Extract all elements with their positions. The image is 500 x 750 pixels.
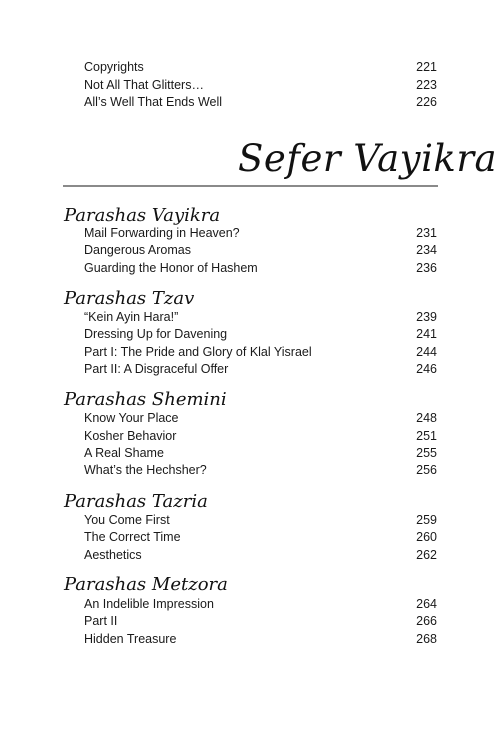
toc-entry-title: The Correct Time	[84, 530, 181, 544]
toc-entry[interactable]	[84, 512, 437, 529]
toc-entry-page: 262	[416, 548, 437, 562]
toc-entry[interactable]	[84, 428, 437, 445]
toc-entry-title: A Real Shame	[84, 446, 164, 460]
toc-entry-page: 231	[416, 226, 437, 240]
toc-entry-title: “Kein Ayin Hara!”	[84, 310, 179, 324]
toc-entry-title: Kosher Behavior	[84, 429, 177, 443]
toc-entry-page: 255	[416, 446, 437, 460]
toc-entry[interactable]	[84, 242, 437, 259]
title-divider	[63, 185, 438, 187]
toc-entry[interactable]	[84, 225, 437, 242]
toc-entry-page: 268	[416, 632, 437, 646]
section-heading-shemini: Parashas Shemini	[64, 389, 227, 410]
section-heading-tazria: Parashas Tazria	[64, 491, 208, 512]
toc-entry-page: 251	[416, 429, 437, 443]
toc-entry-title: Mail Forwarding in Heaven?	[84, 226, 240, 240]
toc-entry-page: 239	[416, 310, 437, 324]
toc-entry-page: 246	[416, 362, 437, 376]
toc-entry[interactable]	[84, 631, 437, 648]
toc-entry-title: What’s the Hechsher?	[84, 463, 207, 477]
toc-entry-page: 221	[416, 60, 437, 74]
toc-entry-title: Guarding the Honor of Hashem	[84, 261, 258, 275]
toc-entry-page: 223	[416, 78, 437, 92]
toc-entry[interactable]	[84, 462, 437, 479]
toc-entry[interactable]	[84, 410, 437, 427]
toc-entry[interactable]	[84, 361, 437, 378]
toc-entry[interactable]	[84, 445, 437, 462]
toc-entry-title: Not All That Glitters…	[84, 78, 204, 92]
section-heading-metzora: Parashas Metzora	[64, 574, 228, 595]
toc-entry-page: 259	[416, 513, 437, 527]
toc-entry-page: 266	[416, 614, 437, 628]
toc-entry-page: 226	[416, 95, 437, 109]
toc-entry-title: Part I: The Pride and Glory of Klal Yisrael	[84, 345, 312, 359]
toc-entry[interactable]	[84, 547, 437, 564]
section-heading-tzav: Parashas Tzav	[64, 288, 195, 309]
toc-entry-title: Know Your Place	[84, 411, 179, 425]
toc-entry[interactable]	[84, 77, 437, 94]
toc-entry[interactable]	[84, 596, 437, 613]
part-title: Sefer Vayikra	[238, 137, 498, 180]
toc-entry[interactable]	[84, 326, 437, 343]
toc-entry-title: Part II: A Disgraceful Offer	[84, 362, 229, 376]
toc-entry-page: 264	[416, 597, 437, 611]
toc-entry[interactable]	[84, 59, 437, 76]
section-heading-vayikra: Parashas Vayikra	[64, 205, 221, 226]
toc-entry-page: 248	[416, 411, 437, 425]
toc-entry[interactable]	[84, 344, 437, 361]
toc-entry-page: 236	[416, 261, 437, 275]
toc-entry[interactable]	[84, 529, 437, 546]
toc-entry[interactable]	[84, 613, 437, 630]
toc-entry-page: 256	[416, 463, 437, 477]
toc-entry[interactable]	[84, 309, 437, 326]
toc-entry-title: Dressing Up for Davening	[84, 327, 228, 341]
toc-entry[interactable]	[84, 94, 437, 111]
toc-entry-title: Dangerous Aromas	[84, 243, 192, 257]
toc-entry-page: 260	[416, 530, 437, 544]
toc-entry-title: Copyrights	[84, 60, 144, 74]
toc-entry-page: 241	[416, 327, 437, 341]
toc-entry-title: Hidden Treasure	[84, 632, 177, 646]
toc-entry-title: An Indelible Impression	[84, 597, 214, 611]
toc-entry-title: Part II	[84, 614, 118, 628]
toc-entry-page: 244	[416, 345, 437, 359]
toc-entry-title: You Come First	[84, 513, 170, 527]
toc-entry-title: Aesthetics	[84, 548, 142, 562]
toc-entry-title: All’s Well That Ends Well	[84, 95, 223, 109]
toc-entry-page: 234	[416, 243, 437, 257]
toc-entry[interactable]	[84, 260, 437, 277]
